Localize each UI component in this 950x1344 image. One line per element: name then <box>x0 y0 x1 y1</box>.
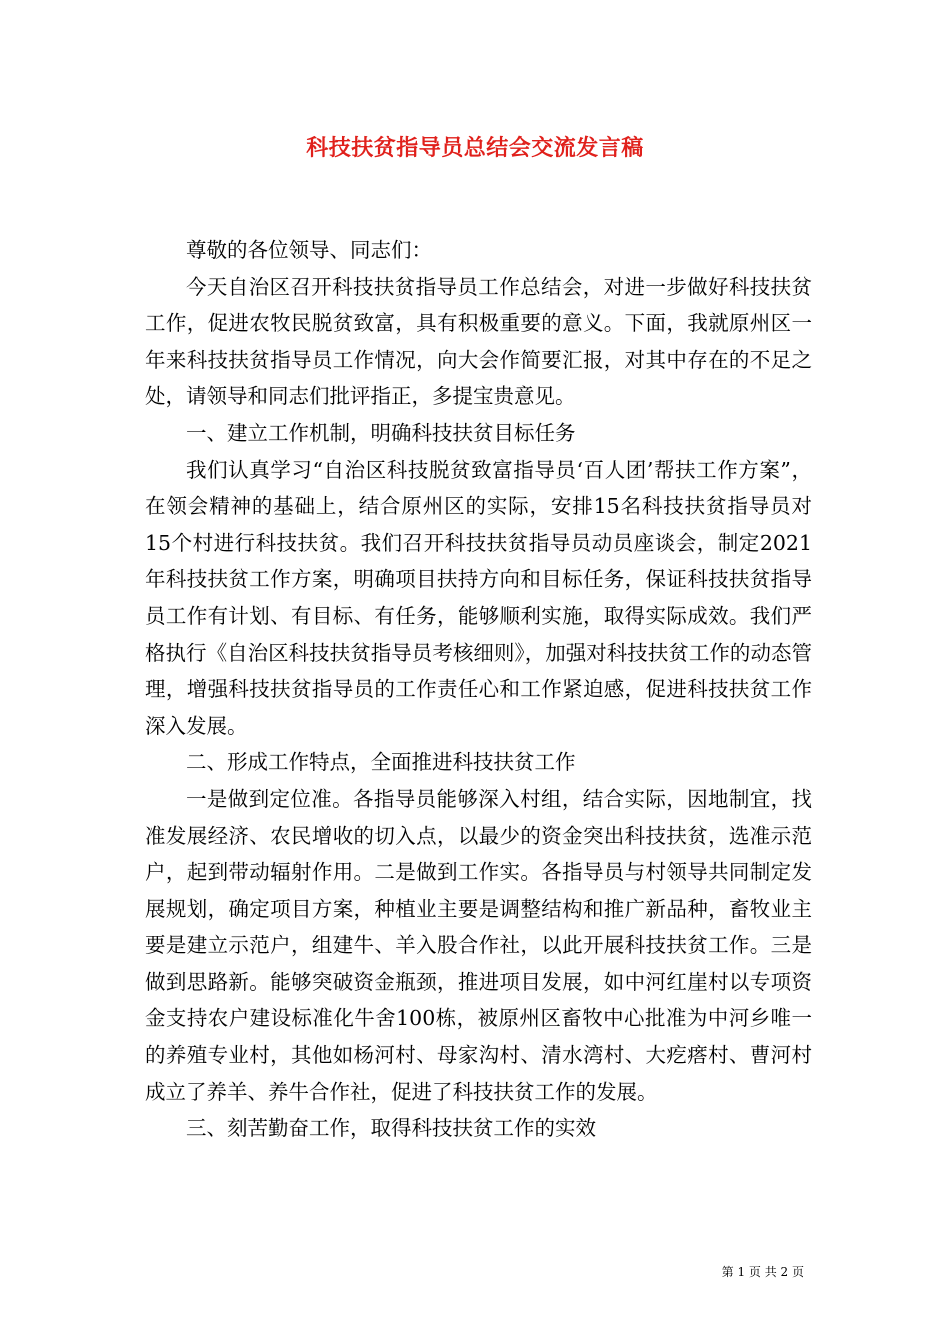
section-heading-1: 一、建立工作机制，明确科技扶贫目标任务 <box>186 420 576 445</box>
section-heading-2: 二、形成工作特点，全面推进科技扶贫工作 <box>186 750 576 775</box>
section-heading-3: 三、刻苦勤奋工作，取得科技扶贫工作的实效 <box>186 1116 596 1141</box>
paragraph-section-2: 一是做到定位准。各指导员能够深入村组，结合实际，因地制宜，找准发展经济、农民增收的切入点，以最少的资金突出科技扶贫，选准示范户，起到带动辐射作用。二是做到工作实。各指导员与村领导共同制定发展规划，确定项目方案，种植业主要是调整结构和推广新品种，畜牧业主要是建立示范户，组建牛、羊入股合作社，以此开展科技扶贫工作。三是做到思路新。能够突破资金瓶颈，推进项目发展，如中河红崖村以专项资金支持农户建设标准化牛舍100栋，被原州区畜牧中心批准为中河乡唯一的养殖专业村，其他如杨河村、母家沟村、清水湾村、大疙瘩村、曹河村成立了养羊、养牛合作社，促进了科技扶贫工作的发展。 <box>145 786 812 1104</box>
paragraph-section-1: 我们认真学习“自治区科技脱贫致富指导员‘百人团’帮扶工作方案”，在领会精神的基础上，结合原州区的实际，安排15名科技扶贫指导员对15个村进行科技扶贫。我们召开科技扶贫指导员动员座谈会，制定2021年科技扶贫工作方案，明确项目扶持方向和目标任务，保证科技扶贫指导员工作有计划、有目标、有任务，能够顺利实施，取得实际成效。我们严格执行《自治区科技扶贫指导员考核细则》，加强对科技扶贫工作的动态管理，增强科技扶贫指导员的工作责任心和工作紧迫感，促进科技扶贫工作深入发展。 <box>145 457 812 738</box>
document-title: 科技扶贫指导员总结会交流发言稿 <box>306 135 644 161</box>
document-body <box>145 232 812 1147</box>
page-number: 第 1 页 共 2 页 <box>721 1265 804 1279</box>
paragraph-intro: 今天自治区召开科技扶贫指导员工作总结会，对进一步做好科技扶贫工作，促进农牧民脱贫致富，具有积极重要的意义。下面，我就原州区一年来科技扶贫指导员工作情况，向大会作简要汇报，对其中存在的不足之处，请领导和同志们批评指正，多提宝贵意见。 <box>145 274 812 409</box>
salutation: 尊敬的各位领导、同志们： <box>186 238 432 262</box>
